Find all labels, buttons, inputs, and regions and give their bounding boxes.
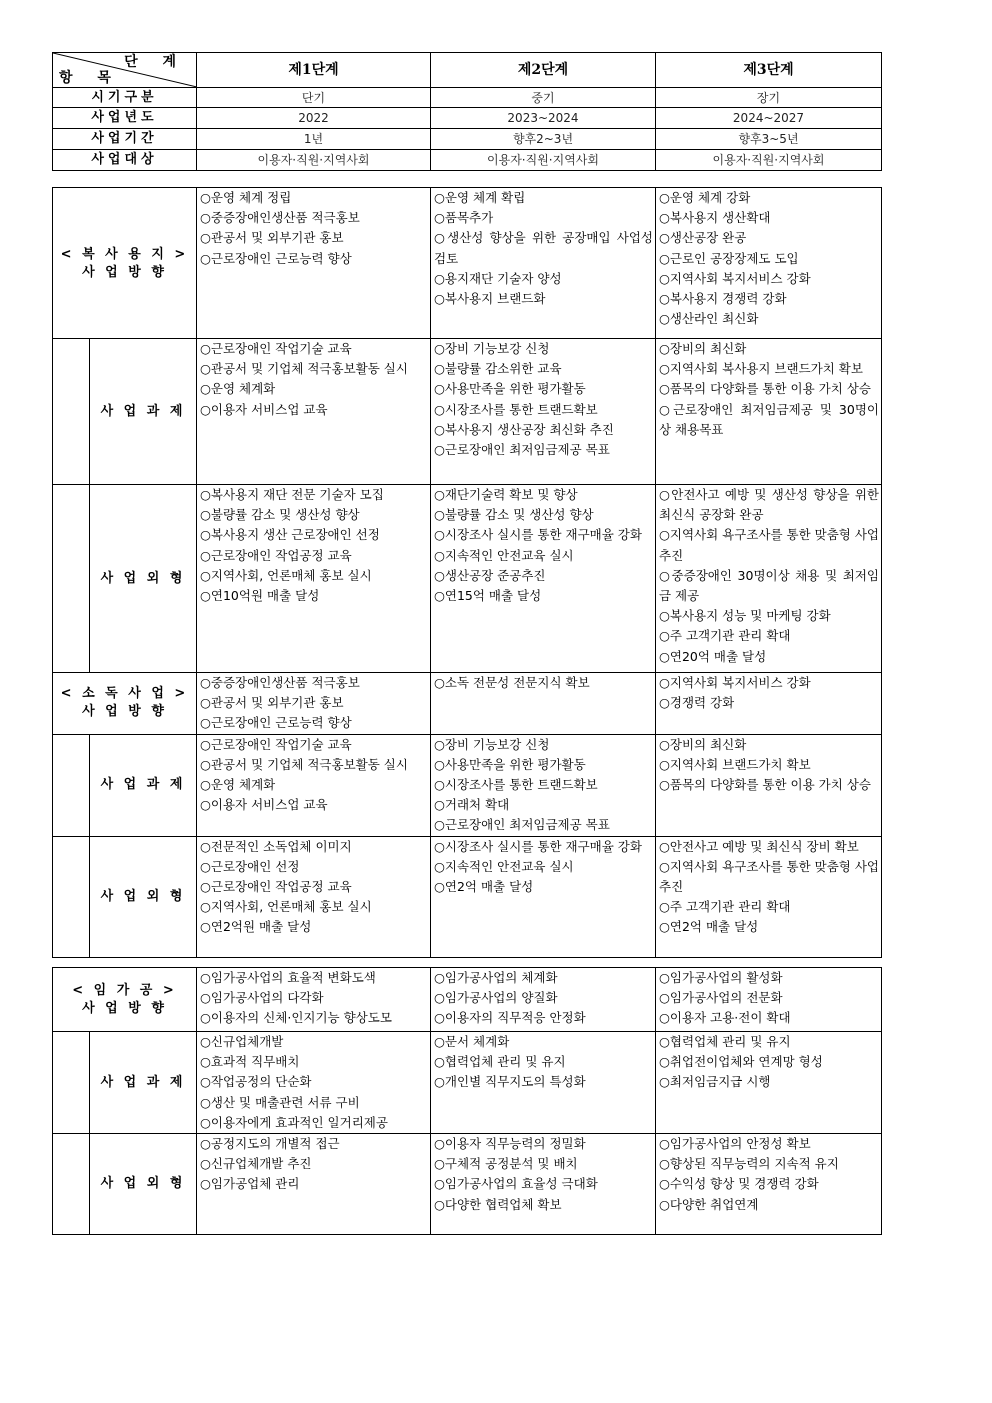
bullet-item: ○작업공정의 단순화 bbox=[200, 1074, 312, 1090]
s3-task-spacer bbox=[53, 1032, 90, 1134]
bullet-item: ○임가공사업의 체계화 bbox=[434, 970, 558, 985]
s1-goal-spacer bbox=[53, 485, 90, 673]
copy-paper-title: < 복 사 용 지 > bbox=[60, 247, 189, 262]
bullet-item: ○이용자 서비스업 교육 bbox=[200, 401, 328, 417]
bullet-item: ○근로장애인 최저임금제공 목표 bbox=[434, 442, 610, 458]
bullet-item: ○근로장애인 작업기술 교육 bbox=[200, 341, 352, 356]
bullet-item: ○장비의 최신화 bbox=[659, 341, 747, 356]
disinfection-direction-label bbox=[53, 673, 197, 735]
direction-title: 사 업 방 향 bbox=[82, 265, 167, 280]
bullet-item: ○개인별 직무지도의 특성화 bbox=[434, 1074, 586, 1090]
bullet-item: ○관공서 및 외부기관 홍보 bbox=[200, 230, 344, 246]
period-type-2: 중기 bbox=[431, 88, 656, 108]
bullet-item: ○운영 체계화 bbox=[200, 381, 276, 397]
business-plan-table-1 bbox=[52, 187, 882, 958]
bullet-item: ○거래처 확대 bbox=[434, 797, 510, 813]
bullet-item: ○지속적인 안전교육 실시 bbox=[434, 547, 574, 563]
bullet-item: ○품목의 다양화를 통한 이용 가치 상승 bbox=[659, 381, 871, 397]
s2-goal-p3 bbox=[656, 836, 882, 957]
bullet-item: ○지역사회, 언론매체 홍보 실시 bbox=[200, 899, 372, 915]
s1-goal-p1 bbox=[197, 485, 431, 673]
bullet-item: ○경쟁력 강화 bbox=[659, 695, 735, 711]
bullet-item: ○재단기술력 확보 및 향상 bbox=[434, 487, 578, 502]
bullet-item: ○시장조사 실시를 통한 재구매율 강화 bbox=[434, 838, 642, 854]
bullet-item: ○주 고객기관 관리 확대 bbox=[659, 899, 791, 915]
row-label-target: 사업대상 bbox=[53, 150, 197, 171]
bullet-item: ○지역사회 브랜드가치 확보 bbox=[659, 756, 811, 772]
s3-goal-p2 bbox=[431, 1134, 656, 1235]
bullet-item: ○문서 체계화 bbox=[434, 1034, 510, 1049]
bullet-item: ○근로장애인 최저임금제공 및 30명이 상 채용목표 bbox=[659, 401, 879, 437]
bullet-item: ○다양한 취업연계 bbox=[659, 1196, 759, 1212]
bullet-item: ○이용자 서비스업 교육 bbox=[200, 797, 328, 813]
year-1: 2022 bbox=[197, 108, 431, 129]
duration-1: 1년 bbox=[197, 129, 431, 150]
bullet-item: ○근로인 공장장제도 도입 bbox=[659, 250, 799, 266]
bullet-item: ○장비 기능보강 신청 bbox=[434, 736, 550, 752]
bullet-item: ○생산라인 최신화 bbox=[659, 311, 759, 327]
target-1: 이용자·직원·지역사회 bbox=[197, 150, 431, 171]
bullet-item: ○사용만족을 위한 평가활동 bbox=[434, 756, 586, 772]
bullet-item: ○임가공사업의 활성화 bbox=[659, 970, 783, 985]
s2-task-p2 bbox=[431, 734, 656, 836]
s1-task-p3 bbox=[656, 339, 882, 485]
bullet-item: ○이용자에게 효과적인 일거리제공 bbox=[200, 1114, 388, 1130]
s3-task-label: 사 업 과 제 bbox=[90, 1032, 197, 1134]
bullet-item: ○지역사회 복사용지 브랜드가치 확보 bbox=[659, 361, 863, 377]
bullet-item: ○신규업체개발 bbox=[200, 1034, 284, 1049]
bullet-item: ○사용만족을 위한 평가활동 bbox=[434, 381, 586, 397]
s2-task-p3 bbox=[656, 734, 882, 836]
phase-header-table bbox=[52, 52, 882, 171]
s2-goal-spacer bbox=[53, 836, 90, 957]
bullet-item: ○품목추가 bbox=[434, 210, 494, 226]
bullet-item: ○안전사고 예방 및 생산성 향상을 위한 최신식 공장화 완공 bbox=[659, 487, 879, 523]
bullet-item: ○이용자의 직무적응 안정화 bbox=[434, 1010, 586, 1026]
bullet-item: ○다양한 협력업체 확보 bbox=[434, 1196, 562, 1212]
bullet-item: ○복사용지 브랜드화 bbox=[434, 291, 546, 307]
s3-direction-p2 bbox=[431, 968, 656, 1032]
s1-goal-label: 사 업 외 형 bbox=[90, 485, 197, 673]
s3-task-p2 bbox=[431, 1032, 656, 1134]
row-label-year: 사업년도 bbox=[53, 108, 197, 129]
bullet-item: ○수익성 향상 및 경쟁력 강화 bbox=[659, 1176, 819, 1192]
bullet-item: ○연15억 매출 달성 bbox=[434, 588, 542, 604]
bullet-item: ○주 고객기관 관리 확대 bbox=[659, 628, 791, 644]
phase-3-header: 제3단계 bbox=[656, 53, 882, 88]
s3-goal-p3 bbox=[656, 1134, 882, 1235]
phase-2-header: 제2단계 bbox=[431, 53, 656, 88]
bullet-item: ○공정지도의 개별적 접근 bbox=[200, 1136, 340, 1152]
bullet-item: ○신규업체개발 추진 bbox=[200, 1156, 312, 1172]
bullet-item: ○생산공장 준공추진 bbox=[434, 567, 546, 583]
bullet-item: ○근로장애인 최저임금제공 목표 bbox=[434, 817, 610, 833]
bullet-item: ○취업전이업체와 연계망 형성 bbox=[659, 1054, 823, 1070]
s1-direction-p3 bbox=[656, 188, 882, 339]
bullet-item: ○임가공사업의 효율적 변화도색 bbox=[200, 970, 376, 985]
bullet-item: ○지역사회, 언론매체 홍보 실시 bbox=[200, 567, 372, 583]
s3-task-p3 bbox=[656, 1032, 882, 1134]
bullet-item: ○운영 체계 강화 bbox=[659, 190, 751, 205]
s3-goal-label: 사 업 외 형 bbox=[90, 1134, 197, 1235]
bullet-item: ○복사용지 생산공장 최신화 추진 bbox=[434, 421, 614, 437]
business-plan-table-2 bbox=[52, 967, 882, 1235]
bullet-item: ○품목의 다양화를 통한 이용 가치 상승 bbox=[659, 777, 871, 793]
bullet-item: ○근로장애인 작업기술 교육 bbox=[200, 736, 352, 752]
bullet-item: ○운영 체계 확립 bbox=[434, 190, 526, 205]
bullet-item: ○장비의 최신화 bbox=[659, 736, 747, 752]
s1-task-spacer bbox=[53, 339, 90, 485]
bullet-item: ○임가공사업의 효율성 극대화 bbox=[434, 1176, 598, 1192]
bullet-item: ○복사용지 재단 전문 기술자 모집 bbox=[200, 487, 384, 502]
assembly-direction-label bbox=[53, 968, 197, 1032]
s1-goal-p2 bbox=[431, 485, 656, 673]
bullet-item: ○지역사회 복지서비스 강화 bbox=[659, 675, 811, 690]
bullet-item: ○운영 체계 정립 bbox=[200, 190, 292, 205]
bullet-item: ○생산공장 완공 bbox=[659, 230, 747, 246]
bullet-item: ○연2억원 매출 달성 bbox=[200, 919, 312, 935]
bullet-item: ○전문적인 소독업체 이미지 bbox=[200, 838, 352, 854]
assembly-title: < 임 가 공 > bbox=[72, 982, 177, 998]
s2-direction-p2 bbox=[431, 673, 656, 735]
target-2: 이용자·직원·지역사회 bbox=[431, 150, 656, 171]
year-3: 2024~2027 bbox=[656, 108, 882, 129]
bullet-item: ○임가공업체 관리 bbox=[200, 1176, 300, 1192]
s3-goal-p1 bbox=[197, 1134, 431, 1235]
s1-task-p2 bbox=[431, 339, 656, 485]
copy-paper-direction-label bbox=[53, 188, 197, 339]
s1-task-p1 bbox=[197, 339, 431, 485]
bullet-item: ○지역사회 욕구조사를 통한 맞춤형 사업추진 bbox=[659, 527, 879, 563]
bullet-item: ○이용자의 신체·인지기능 향상도모 bbox=[200, 1010, 392, 1026]
s2-goal-p2 bbox=[431, 836, 656, 957]
bullet-item: ○협력업체 관리 및 유지 bbox=[659, 1034, 791, 1049]
corner-bottom-label: 항 목 bbox=[59, 70, 121, 86]
s1-direction-p2 bbox=[431, 188, 656, 339]
year-2: 2023~2024 bbox=[431, 108, 656, 129]
bullet-item: ○관공서 및 외부기관 홍보 bbox=[200, 695, 344, 711]
bullet-item: ○불량률 감소위한 교육 bbox=[434, 361, 562, 377]
period-type-3: 장기 bbox=[656, 88, 882, 108]
bullet-item: ○복사용지 생산확대 bbox=[659, 210, 771, 226]
phase-1-header: 제1단계 bbox=[197, 53, 431, 88]
bullet-item: ○임가공사업의 안정성 확보 bbox=[659, 1136, 811, 1152]
bullet-item: ○복사용지 경쟁력 강화 bbox=[659, 291, 787, 307]
s3-task-p1 bbox=[197, 1032, 431, 1134]
bullet-item: ○복사용지 생산 근로장애인 선정 bbox=[200, 527, 380, 543]
bullet-item: ○근로장애인 선정 bbox=[200, 858, 300, 874]
bullet-item: ○구체적 공정분석 및 배치 bbox=[434, 1156, 578, 1172]
bullet-item: ○지속적인 안전교육 실시 bbox=[434, 858, 574, 874]
direction-title: 사 업 방 향 bbox=[82, 1000, 167, 1016]
s3-direction-p3 bbox=[656, 968, 882, 1032]
bullet-item: ○연2억 매출 달성 bbox=[434, 879, 534, 895]
bullet-item: ○향상된 직무능력의 지속적 유지 bbox=[659, 1156, 839, 1172]
bullet-item: ○근로장애인 근로능력 향상 bbox=[200, 250, 352, 266]
s1-direction-p1 bbox=[197, 188, 431, 339]
bullet-item: ○최저임금지급 시행 bbox=[659, 1074, 771, 1090]
bullet-item: ○관공서 및 기업체 적극홍보활동 실시 bbox=[200, 361, 408, 377]
row-label-duration: 사업기간 bbox=[53, 129, 197, 150]
s3-direction-p1 bbox=[197, 968, 431, 1032]
bullet-item: ○임가공사업의 전문화 bbox=[659, 990, 783, 1006]
bullet-item: ○시장조사를 통한 트랜드확보 bbox=[434, 777, 598, 793]
bullet-item: ○이용자 직무능력의 정밀화 bbox=[434, 1136, 586, 1152]
bullet-item: ○복사용지 성능 및 마케팅 강화 bbox=[659, 608, 831, 624]
s3-goal-spacer bbox=[53, 1134, 90, 1235]
duration-3: 향후3~5년 bbox=[656, 129, 882, 150]
bullet-item: ○임가공사업의 다각화 bbox=[200, 990, 324, 1006]
bullet-item: ○협력업체 관리 및 유지 bbox=[434, 1054, 566, 1070]
disinfection-title: < 소 독 사 업 > bbox=[60, 686, 189, 702]
bullet-item: ○근로장애인 작업공정 교육 bbox=[200, 547, 352, 563]
bullet-item: ○장비 기능보강 신청 bbox=[434, 341, 550, 356]
bullet-item: ○근로장애인 작업공정 교육 bbox=[200, 879, 352, 895]
row-label-period-type: 시기구분 bbox=[53, 88, 197, 108]
bullet-item: ○시장조사 실시를 통한 재구매율 강화 bbox=[434, 527, 642, 543]
bullet-item: ○운영 체계화 bbox=[200, 777, 276, 793]
bullet-item: ○근로장애인 근로능력 향상 bbox=[200, 715, 352, 731]
s2-task-spacer bbox=[53, 734, 90, 836]
bullet-item: ○중증장애인생산품 적극홍보 bbox=[200, 675, 360, 690]
bullet-item: ○소독 전문성 전문지식 확보 bbox=[434, 675, 590, 690]
direction-title: 사 업 방 향 bbox=[82, 704, 167, 720]
bullet-item: ○불량률 감소 및 생산성 향상 bbox=[200, 507, 360, 523]
s2-task-p1 bbox=[197, 734, 431, 836]
bullet-item: ○지역사회 복지서비스 강화 bbox=[659, 270, 811, 286]
corner-top-label: 단 계 bbox=[124, 54, 186, 70]
bullet-item: ○생산 및 매출관련 서류 구비 bbox=[200, 1094, 360, 1110]
header-corner-cell bbox=[53, 53, 197, 88]
bullet-item: ○효과적 직무배치 bbox=[200, 1054, 300, 1070]
bullet-item: ○생산성 향상을 위한 공장매입 사업성 검토 bbox=[434, 230, 653, 266]
s2-task-label: 사 업 과 제 bbox=[90, 734, 197, 836]
bullet-item: ○중증장애인생산품 적극홍보 bbox=[200, 210, 360, 226]
s2-direction-p1 bbox=[197, 673, 431, 735]
period-type-1: 단기 bbox=[197, 88, 431, 108]
bullet-item: ○연2억 매출 달성 bbox=[659, 919, 759, 935]
s2-direction-p3 bbox=[656, 673, 882, 735]
bullet-item: ○이용자 고용·전이 확대 bbox=[659, 1010, 791, 1026]
bullet-item: ○연10억원 매출 달성 bbox=[200, 588, 320, 604]
bullet-item: ○연20억 매출 달성 bbox=[659, 648, 767, 664]
duration-2: 향후2~3년 bbox=[431, 129, 656, 150]
s1-goal-p3 bbox=[656, 485, 882, 673]
bullet-item: ○용지재단 기술자 양성 bbox=[434, 270, 562, 286]
bullet-item: ○관공서 및 기업체 적극홍보활동 실시 bbox=[200, 756, 408, 772]
s1-task-label: 사 업 과 제 bbox=[90, 339, 197, 485]
target-3: 이용자·직원·지역사회 bbox=[656, 150, 882, 171]
s2-goal-p1 bbox=[197, 836, 431, 957]
bullet-item: ○시장조사를 통한 트랜드확보 bbox=[434, 401, 598, 417]
bullet-item: ○지역사회 욕구조사를 통한 맞춤형 사업추진 bbox=[659, 858, 879, 895]
bullet-item: ○임가공사업의 양질화 bbox=[434, 990, 558, 1006]
bullet-item: ○불량률 감소 및 생산성 향상 bbox=[434, 507, 594, 523]
bullet-item: ○중증장애인 30명이상 채용 및 최저임금 제공 bbox=[659, 567, 879, 604]
s2-goal-label: 사 업 외 형 bbox=[90, 836, 197, 957]
bullet-item: ○안전사고 예방 및 최신식 장비 확보 bbox=[659, 838, 859, 854]
